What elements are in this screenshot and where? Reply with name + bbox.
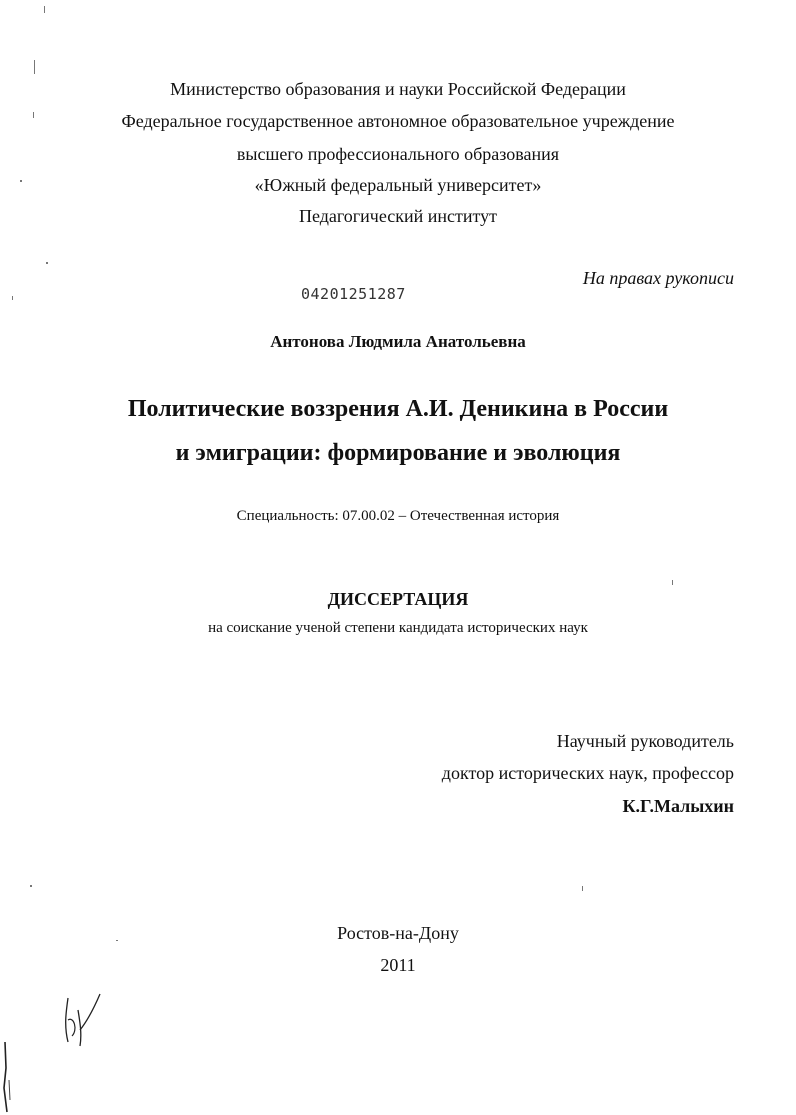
scan-speck bbox=[582, 886, 583, 891]
dissertation-title-line2: и эмиграции: формирование и эволюция bbox=[175, 440, 621, 466]
city-name: Ростов-на-Дону bbox=[337, 923, 459, 943]
dissertation-label: ДИССЕРТАЦИЯ bbox=[327, 589, 469, 609]
supervisor-role: Научный руководитель bbox=[556, 731, 734, 751]
university-name: «Южный федеральный университет» bbox=[254, 175, 542, 195]
ministry-line: Министерство образования и науки Российской Федерации bbox=[170, 79, 626, 99]
scan-speck bbox=[12, 296, 13, 300]
year: 2011 bbox=[380, 955, 416, 975]
scan-speck bbox=[44, 6, 45, 13]
author-name: Антонова Людмила Анатольевна bbox=[270, 332, 526, 351]
supervisor-name: К.Г.Малыхин bbox=[622, 796, 734, 816]
supervisor-credentials: доктор исторических наук, профессор bbox=[441, 763, 734, 783]
institute-name: Педагогический институт bbox=[298, 206, 498, 226]
scan-speck bbox=[30, 885, 32, 887]
manuscript-note: На правах рукописи bbox=[582, 268, 734, 288]
dissertation-title-line1: Политические воззрения А.И. Деникина в России bbox=[127, 396, 669, 422]
dissertation-purpose: на соискание ученой степени кандидата исторических наук bbox=[208, 620, 588, 636]
scan-speck bbox=[46, 262, 48, 264]
institution-type-line: Федеральное государственное автономное образовательное учреждение bbox=[121, 111, 675, 131]
handwritten-signature bbox=[58, 990, 106, 1050]
margin-scan-mark bbox=[0, 1040, 14, 1115]
education-level-line: высшего профессионального образования bbox=[236, 144, 560, 164]
specialty-line: Специальность: 07.00.02 – Отечественная история bbox=[236, 508, 560, 524]
scan-speck bbox=[34, 60, 35, 74]
scan-speck bbox=[672, 580, 673, 585]
document-number-stamp: 04201251287 bbox=[301, 285, 406, 303]
